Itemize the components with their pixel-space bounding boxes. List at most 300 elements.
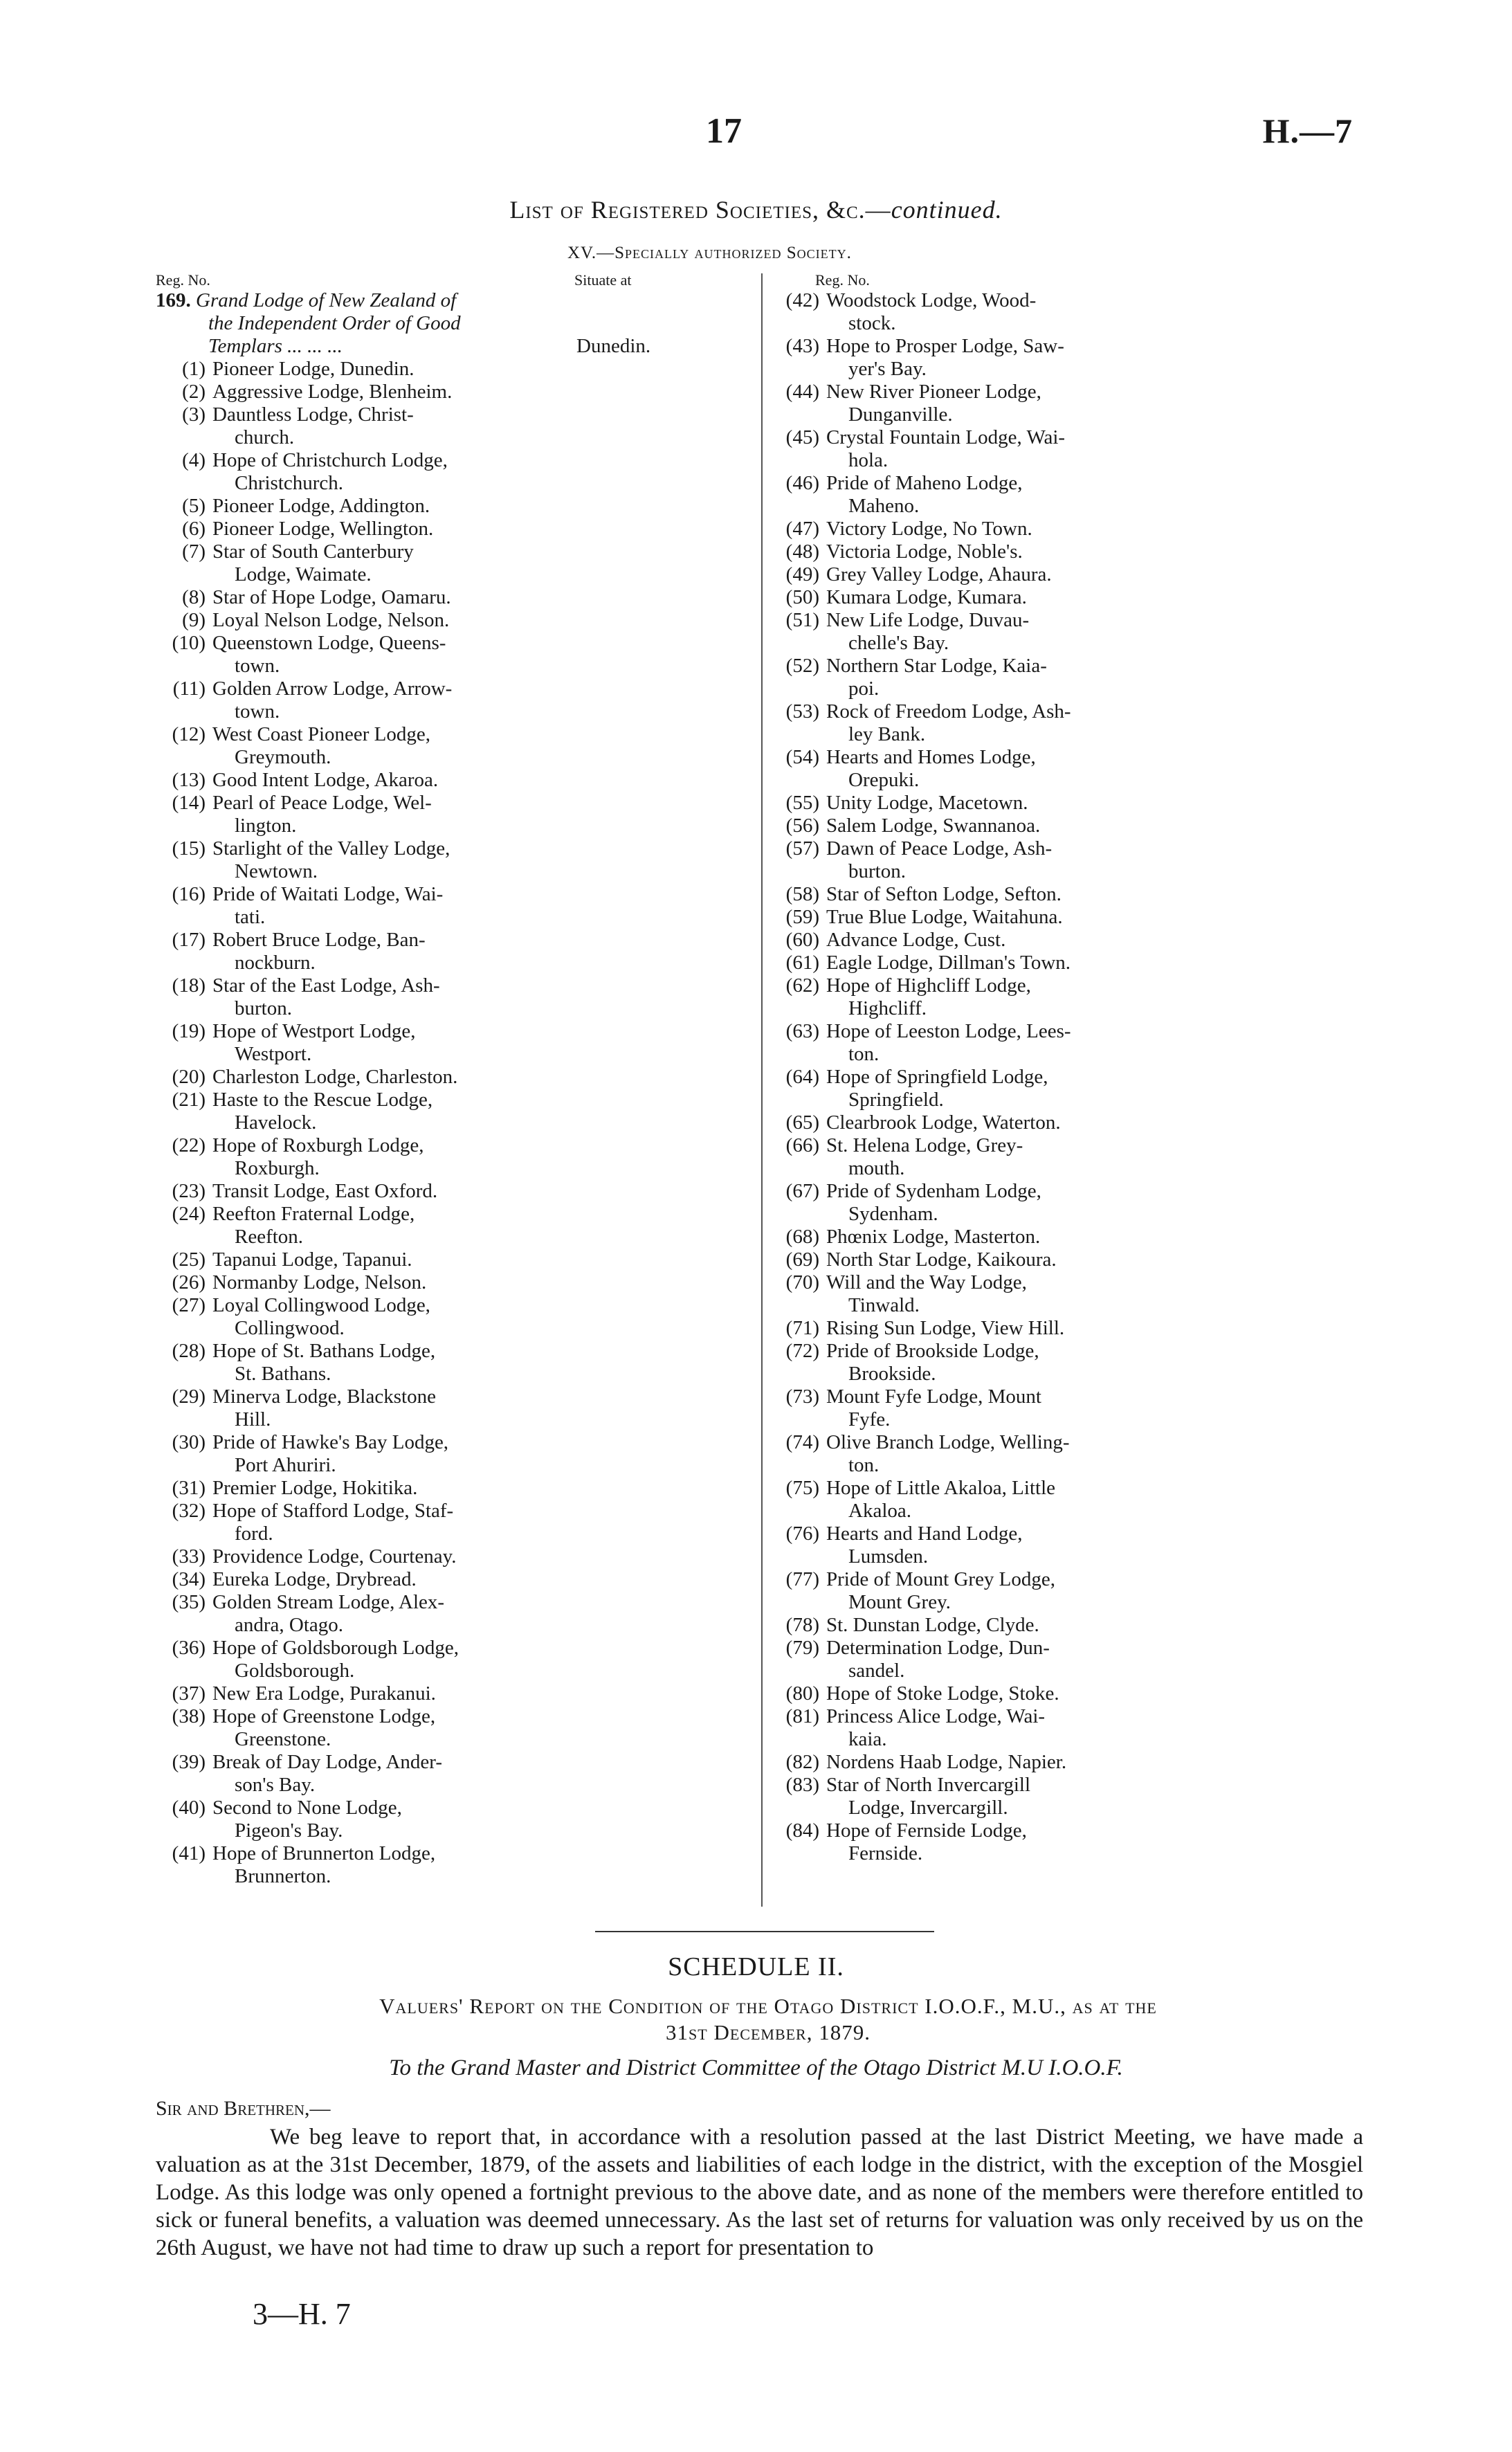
lodge-text: Second to None Lodge, [212,1797,402,1819]
document-reference: H.—7 [1262,111,1353,150]
lodge-text: Pride of Brookside Lodge, [826,1340,1039,1362]
lodge-text: ford. [235,1523,273,1545]
lodge-entry-line [156,449,599,472]
lodge-number: (24) [172,1203,206,1225]
lodge-entry [156,518,599,541]
lodge-text: Will and the Way Lodge, [826,1271,1027,1293]
lodge-entry-line [769,792,1185,815]
lodge-number: (73) [785,1386,819,1408]
lodge-entry-line [769,426,1185,449]
lodge-entry-line [156,883,599,906]
lodge-entry-line [769,1226,1185,1248]
lodge-entry-line [156,1705,599,1728]
lodge-entry [769,586,1185,609]
lodge-text: Clearbrook Lodge, Waterton. [826,1111,1061,1134]
lodge-text: Pioneer Lodge, Dunedin. [212,358,415,380]
lodge-entry-continuation [156,1865,599,1888]
lodge-text: Reefton. [235,1226,304,1248]
lodge-entry [769,906,1185,929]
lodge-number: (80) [785,1682,819,1705]
lodge-entry [769,952,1185,974]
lodge-text: Aggressive Lodge, Blenheim. [212,381,453,403]
lodge-number: (70) [785,1271,819,1293]
lodge-entry-line [156,1431,599,1454]
lodge-number: (62) [785,974,819,997]
lodge-entry-line [769,1751,1185,1774]
lodge-number: (6) [182,518,206,540]
lodge-number: (13) [172,769,206,791]
lodge-number: (36) [172,1637,206,1659]
lodge-entry-line [156,769,599,792]
lodge-text: Pride of Waitati Lodge, Wai- [212,883,444,905]
lodge-entry-line [156,1591,599,1614]
lodge-entry [156,1248,599,1271]
lodge-entry-continuation [156,472,599,495]
lodge-text: New Era Lodge, Purakanui. [212,1682,436,1705]
lodge-entry [769,1317,1185,1340]
lodge-entry-line [156,1797,599,1819]
lodge-entry-line [156,1682,599,1705]
lodge-entry-line [156,792,599,815]
lodge-entry [156,1066,599,1089]
lodge-number: (35) [172,1591,206,1613]
lodge-entry [156,1180,599,1203]
lodge-entry-continuation [156,815,599,837]
title-continued: continued. [891,196,1003,224]
lodge-entry [156,1591,599,1637]
lodge-entry [769,472,1185,518]
lodge-text: St. Bathans. [235,1363,331,1385]
lodge-text: Pearl of Peace Lodge, Wel- [212,792,432,814]
lodge-entry-line [769,1477,1185,1500]
page-title [0,195,1512,224]
lodge-text: Reefton Fraternal Lodge, [212,1203,415,1225]
lodge-entry [769,883,1185,906]
lodge-text: lington. [235,815,297,837]
lodge-number: (52) [785,655,819,677]
lodge-text: Brookside. [848,1363,936,1385]
lodge-entry-continuation [769,678,1185,700]
lodge-text: Westport. [235,1043,312,1065]
lodge-text: Pioneer Lodge, Wellington. [212,518,434,540]
lodge-entry [769,563,1185,586]
lodge-number: (30) [172,1431,206,1453]
lodge-number: (65) [785,1111,819,1134]
lodge-entry-continuation [769,1408,1185,1431]
lodge-text: Star of the East Lodge, Ash- [212,974,440,997]
lodge-entry-line [156,1386,599,1408]
lodge-text: Star of Hope Lodge, Oamaru. [212,586,451,608]
lodge-entry-continuation [156,1614,599,1637]
lodge-entry-continuation [156,952,599,974]
lodge-entry [156,1340,599,1386]
lodge-entry-line [156,586,599,609]
main-society-name-line3: Templars ... ... ... [208,335,343,357]
lodge-entry-line [156,541,599,563]
lodge-number: (66) [785,1134,819,1156]
lodge-entry-continuation [156,563,599,586]
lodge-number: (56) [785,815,819,837]
lodge-number: (15) [172,837,206,860]
main-society-number: 169. [156,289,191,311]
schedule-subheading-line1: Valuers' Report on the Condition of the Otago District I.O.O.F., M.U., as at the [379,1994,1157,2018]
lodge-entry-line [769,1340,1185,1363]
lodge-entry-continuation [769,1454,1185,1477]
lodge-entry [769,1431,1185,1477]
lodge-entry-continuation [769,1545,1185,1568]
lodge-text: Greymouth. [235,746,331,768]
lodge-entry-line [156,1271,599,1294]
lodge-number: (72) [785,1340,819,1362]
lodge-entry-line [156,1568,599,1591]
lodge-number: (82) [785,1751,819,1773]
lodge-entry-continuation [769,769,1185,792]
schedule-subheading-line2: 31st December, 1879. [666,2020,871,2044]
lodge-number: (10) [172,632,206,654]
lodge-number: (31) [172,1477,206,1499]
lodge-text: Princess Alice Lodge, Wai- [826,1705,1046,1727]
lodge-entry [156,1203,599,1248]
lodge-entry [156,769,599,792]
lodge-entry-continuation [156,1111,599,1134]
lodge-text: Hope of Westport Lodge, [212,1020,416,1042]
lodge-entry [156,1545,599,1568]
lodge-text: Star of South Canterbury [212,541,414,563]
lodge-number: (9) [182,609,206,631]
lodge-text: Haste to the Rescue Lodge, [212,1089,433,1111]
lodge-number: (7) [182,541,206,563]
situate-label: Situate at [574,271,632,289]
lodge-text: Greenstone. [235,1728,331,1750]
lodge-number: (39) [172,1751,206,1773]
lodge-number: (55) [785,792,819,814]
lodge-entry [769,1066,1185,1111]
lodge-number: (4) [182,449,206,471]
left-column [156,358,599,1888]
lodge-number: (78) [785,1614,819,1636]
lodge-number: (53) [785,700,819,723]
lodge-entry-line [156,1203,599,1226]
lodge-entry [156,1682,599,1705]
lodge-entry-line [769,1614,1185,1637]
lodge-entry [769,1819,1185,1865]
lodge-entry [156,723,599,769]
lodge-number: (17) [172,929,206,951]
lodge-entry-continuation [769,1089,1185,1111]
lodge-entry-continuation [769,312,1185,335]
lodge-entry [156,609,599,632]
lodge-number: (41) [172,1842,206,1864]
lodge-text: Unity Lodge, Macetown. [826,792,1028,814]
lodge-entry-continuation [156,1819,599,1842]
section-heading: XV.—Specially authorized Society. [567,244,852,262]
lodge-entry-line [769,974,1185,997]
lodge-entry-line [769,518,1185,541]
lodge-text: Minerva Lodge, Blackstone [212,1386,436,1408]
lodge-entry-continuation [769,358,1185,381]
lodge-entry-line [156,1180,599,1203]
schedule-heading: SCHEDULE II. [668,1952,844,1981]
lodge-entry [769,1271,1185,1317]
lodge-text: New Life Lodge, Duvau- [826,609,1030,631]
lodge-entry-continuation [769,1157,1185,1180]
lodge-entry-line [156,974,599,997]
lodge-text: son's Bay. [235,1774,316,1796]
lodge-entry [156,1020,599,1066]
lodge-entry [156,1089,599,1134]
lodge-number: (27) [172,1294,206,1316]
lodge-entry-line [156,678,599,700]
lodge-number: (46) [785,472,819,494]
lodge-entry [769,815,1185,837]
lodge-entry-line [156,1842,599,1865]
lodge-text: Star of Sefton Lodge, Sefton. [826,883,1062,905]
lodge-entry [156,586,599,609]
lodge-entry [769,974,1185,1020]
column-divider [761,273,763,1907]
lodge-entry-continuation [156,1363,599,1386]
lodge-text: Hope of Leeston Lodge, Lees- [826,1020,1071,1042]
lodge-text: Eureka Lodge, Drybread. [212,1568,417,1590]
lodge-entry-line [156,609,599,632]
lodge-number: (67) [785,1180,819,1202]
lodge-entry-line [156,1751,599,1774]
lodge-entry-line [156,518,599,541]
lodge-text: Goldsborough. [235,1660,355,1682]
lodge-entry-line [769,1317,1185,1340]
lodge-entry [156,381,599,403]
lodge-entry [769,792,1185,815]
lodge-number: (37) [172,1682,206,1705]
lodge-entry [769,1705,1185,1751]
footer-signature: 3—H. 7 [253,2297,351,2331]
lodge-entry-line [156,1089,599,1111]
lodge-text: Determination Lodge, Dun- [826,1637,1050,1659]
lodge-text: Eagle Lodge, Dillman's Town. [826,952,1071,974]
lodge-entry-continuation [769,1294,1185,1317]
lodge-text: Hope of Little Akaloa, Little [826,1477,1055,1499]
lodge-text: Northern Star Lodge, Kaia- [826,655,1047,677]
lodge-entry [769,1477,1185,1523]
lodge-number: (77) [785,1568,819,1590]
lodge-number: (76) [785,1523,819,1545]
lodge-number: (49) [785,563,819,585]
lodge-text: town. [235,700,280,723]
lodge-text: Tapanui Lodge, Tapanui. [212,1248,412,1271]
lodge-number: (42) [785,289,819,311]
lodge-text: Break of Day Lodge, Ander- [212,1751,442,1773]
lodge-number: (11) [172,678,206,700]
lodge-text: Roxburgh. [235,1157,320,1179]
lodge-entry-line [769,1774,1185,1797]
lodge-number: (34) [172,1568,206,1590]
lodge-entry [769,655,1185,700]
lodge-entry [769,1523,1185,1568]
lodge-text: Dauntless Lodge, Christ- [212,403,414,426]
lodge-entry [156,1842,599,1888]
lodge-entry-line [769,1111,1185,1134]
lodge-entry-line [156,1294,599,1317]
lodge-text: Sydenham. [848,1203,938,1225]
lodge-entry [156,883,599,929]
lodge-entry [156,837,599,883]
lodge-number: (75) [785,1477,819,1499]
lodge-entry-continuation [156,1523,599,1545]
lodge-entry [769,335,1185,381]
lodge-number: (79) [785,1637,819,1659]
lodge-entry [156,541,599,586]
lodge-number: (61) [785,952,819,974]
lodge-entry [156,449,599,495]
lodge-text: Tinwald. [848,1294,920,1316]
lodge-entry [156,1705,599,1751]
lodge-text: Lodge, Invercargill. [848,1797,1008,1819]
lodge-entry-line [769,1066,1185,1089]
lodge-number: (22) [172,1134,206,1156]
lodge-text: Charleston Lodge, Charleston. [212,1066,458,1088]
lodge-entry-continuation [769,1797,1185,1819]
lodge-entry-line [769,1020,1185,1043]
lodge-entry-line [769,541,1185,563]
lodge-entry-continuation [156,1728,599,1751]
lodge-entry-line [156,837,599,860]
lodge-text: Pigeon's Bay. [235,1819,343,1842]
lodge-entry-line [156,1477,599,1500]
lodge-number: (57) [785,837,819,860]
lodge-text: Orepuki. [848,769,920,791]
lodge-entry [769,1020,1185,1066]
lodge-text: Fernside. [848,1842,923,1864]
lodge-text: Phœnix Lodge, Masterton. [826,1226,1041,1248]
lodge-text: Hope of Stafford Lodge, Staf- [212,1500,454,1522]
lodge-entry [769,1248,1185,1271]
lodge-entry-line [769,586,1185,609]
lodge-entry-line [769,289,1185,312]
lodge-number: (84) [785,1819,819,1842]
lodge-entry [156,1294,599,1340]
lodge-number: (71) [785,1317,819,1339]
lodge-entry-line [769,883,1185,906]
lodge-text: Springfield. [848,1089,944,1111]
lodge-entry-continuation [769,1203,1185,1226]
report-paragraph-text: We beg leave to report that, in accordance with a resolution passed at the last District Meeting, we have made a valuation as at the 31st December, 1879, of the assets and liabilities of each lodge in the district, with the exception of the Mosgiel Lodge. As this lodge was only opened a fortnight previous to the above date, and as none of the members were therefore entitled to sick or funeral benefits, a valuation was deemed unnecessary. As the last set of returns for valuation was only received by us on the 26th August, we have not had time to draw up such a report for presentation to [156,2125,1363,2260]
lodge-entry [769,837,1185,883]
lodge-entry [769,1226,1185,1248]
lodge-entry [769,1751,1185,1774]
lodge-entry [769,541,1185,563]
lodge-number: (43) [785,335,819,357]
lodge-entry [769,1134,1185,1180]
lodge-entry [156,1271,599,1294]
main-society-entry [156,289,461,358]
lodge-text: kaia. [848,1728,887,1750]
lodge-text: North Star Lodge, Kaikoura. [826,1248,1057,1271]
lodge-entry [156,1386,599,1431]
report-paragraph [156,2123,1363,2262]
lodge-number: (68) [785,1226,819,1248]
lodge-entry-line [769,381,1185,403]
lodge-text: hola. [848,449,889,471]
lodge-number: (8) [182,586,206,608]
lodge-entry-line [769,1386,1185,1408]
lodge-entry-line [769,1819,1185,1842]
lodge-number: (54) [785,746,819,768]
lodge-entry-continuation [156,1660,599,1682]
lodge-entry-continuation [156,655,599,678]
lodge-text: mouth. [848,1157,905,1179]
lodge-entry-continuation [769,1363,1185,1386]
lodge-entry-line [769,609,1185,632]
lodge-text: West Coast Pioneer Lodge, [212,723,430,745]
lodge-text: Mount Fyfe Lodge, Mount [826,1386,1041,1408]
lodge-number: (44) [785,381,819,403]
lodge-entry [156,678,599,723]
lodge-entry [769,1774,1185,1819]
lodge-number: (16) [172,883,206,905]
lodge-entry-line [156,1248,599,1271]
lodge-entry-line [769,1248,1185,1271]
lodge-number: (33) [172,1545,206,1568]
lodge-text: Hope of Brunnerton Lodge, [212,1842,436,1864]
salutation: Sir and Brethren,— [156,2097,331,2120]
lodge-number: (28) [172,1340,206,1362]
lodge-entry-line [769,837,1185,860]
lodge-text: Good Intent Lodge, Akaroa. [212,769,439,791]
lodge-entry [769,1111,1185,1134]
lodge-text: ton. [848,1043,880,1065]
lodge-entry-line [769,1682,1185,1705]
lodge-entry-continuation [156,700,599,723]
lodge-number: (50) [785,586,819,608]
lodge-number: (51) [785,609,819,631]
lodge-text: Highcliff. [848,997,927,1019]
lodge-text: Robert Bruce Lodge, Ban- [212,929,426,951]
lodge-text: nockburn. [235,952,316,974]
lodge-entry-continuation [156,1043,599,1066]
lodge-entry-line [156,1545,599,1568]
lodge-entry-continuation [156,906,599,929]
lodge-entry-continuation [769,1043,1185,1066]
lodge-entry-line [769,1431,1185,1454]
lodge-text: St. Helena Lodge, Grey- [826,1134,1023,1156]
lodge-entry [769,746,1185,792]
lodge-text: Maheno. [848,495,920,517]
lodge-text: Grey Valley Lodge, Ahaura. [826,563,1052,585]
lodge-entry-line [769,1180,1185,1203]
lodge-text: Hope to Prosper Lodge, Saw- [826,335,1064,357]
lodge-entry-continuation [156,1454,599,1477]
lodge-entry [156,974,599,1020]
lodge-number: (63) [785,1020,819,1042]
lodge-text: Rock of Freedom Lodge, Ash- [826,700,1071,723]
lodge-number: (48) [785,541,819,563]
lodge-text: Starlight of the Valley Lodge, [212,837,450,860]
lodge-text: Victory Lodge, No Town. [826,518,1032,540]
lodge-entry-continuation [769,860,1185,883]
lodge-text: Mount Grey. [848,1591,951,1613]
lodge-text: St. Dunstan Lodge, Clyde. [826,1614,1039,1636]
right-column [769,289,1185,1865]
lodge-number: (26) [172,1271,206,1293]
lodge-text: Dunganville. [848,403,953,426]
lodge-text: Hope of Fernside Lodge, [826,1819,1027,1842]
lodge-entry [769,1386,1185,1431]
lodge-entry-line [156,381,599,403]
lodge-text: Loyal Nelson Lodge, Nelson. [212,609,450,631]
schedule-subheading [180,1993,1356,2046]
lodge-number: (3) [182,403,206,426]
title-main: List of Registered Societies, &c.— [509,196,891,224]
